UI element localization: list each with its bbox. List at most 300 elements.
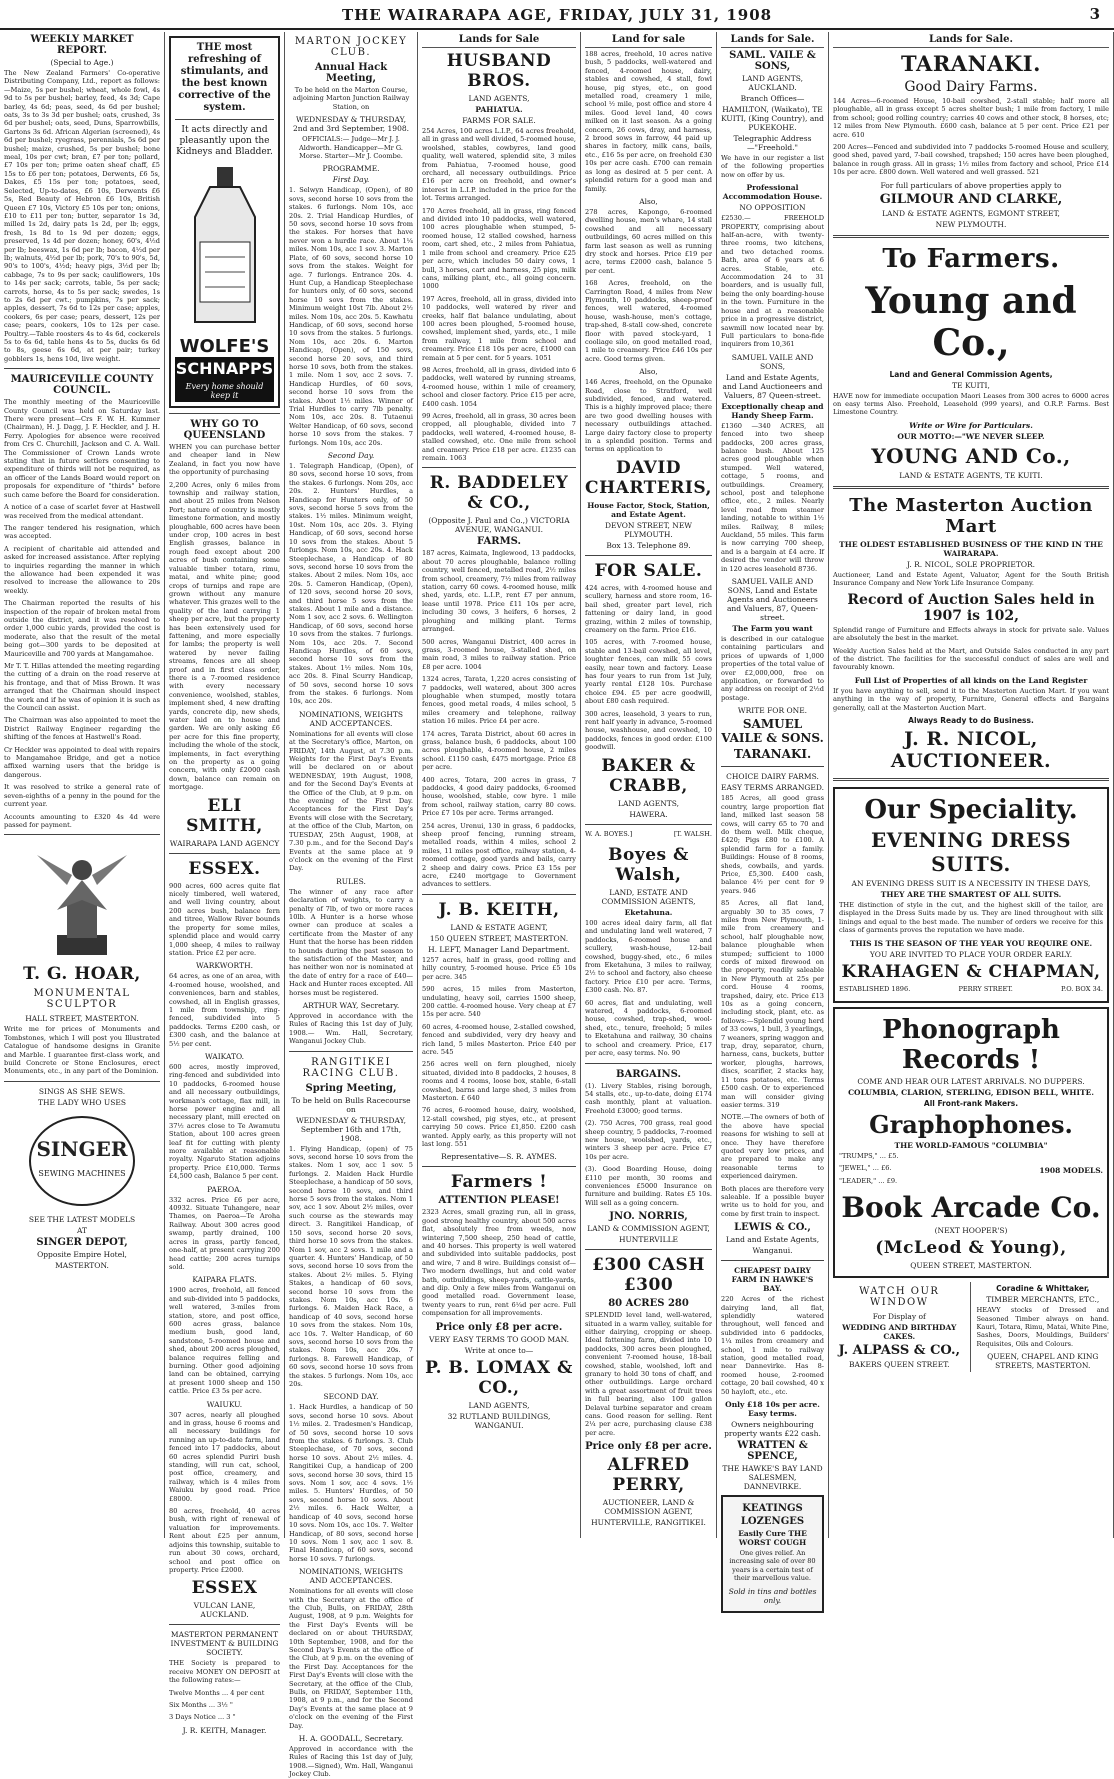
young-co-write: Write or Wire for Particulars. bbox=[909, 420, 1033, 430]
keatings-cure: Easily Cure THE WORST COUGH bbox=[738, 1529, 807, 1548]
listing: 105 acres, with 7-roomed house, stable and 13-bail cowshed, all level, loughter fences, can milk 55 cows easily, near town and factory. Lease has four years to run from 1st July, yearly rental £128 10s. Purchase choice £94. £5 per acre goodwill, about £80 cash required. bbox=[585, 638, 712, 706]
vaile-sub: LAND AGENTS, AUCKLAND. bbox=[741, 74, 804, 92]
young-co-title: Young and Co., bbox=[865, 279, 1077, 364]
listing: 168 Acres, freehold, on the Carrington Road, 4 miles from New Plymouth, 10 paddocks, sheep-proof fences, well watered, 4-roomed house, wash-house, men's cottage, trap-shed, 8-stall cow-shed, concrete floor with paved stock-yard, 1 cooliage silo, on good metalled road, 1 mile to creamery. Price £46 10s per acre. Good terms given. bbox=[585, 279, 712, 363]
council-para: Mr T. T. Hillas attended the meeting regarding the cutting of a drain on the road reserve at his frontage, and that of Miss Brown. It was arranged that the Chairman should inspect the work and if he was of opinion it is such as the Council can assist. bbox=[4, 662, 160, 713]
young-co2-sub: LAND & ESTATE AGENTS, TE KUITI. bbox=[899, 470, 1043, 480]
coradine-body: HEAVY stocks of Dressed and Seasoned Timber always on hand. Kauri, Totara, Rimu, Matai, White Pine, Sashes, Doors, Mouldings, Builders' Requisites, Oils and Colours. bbox=[976, 1306, 1109, 1348]
column-6 bbox=[717, 32, 829, 1605]
listing: 300 acres, leasehold, 3 years to run, rent half yearly in advance, 5-roomed house, washhouse, and cowshed, 10 paddocks, fences in good order. £100 goodwill. bbox=[585, 709, 712, 752]
young-co2-title: YOUNG AND Co., bbox=[871, 443, 1071, 468]
listing: (3). Good Boarding House, doing £110 per month, 30 rooms and conveniences £5000 Insurance on furniture and building. Rates £5 10s. Will sell as a going concern. bbox=[585, 1165, 712, 1207]
listing: 424 acres, with 4-roomed house and scullery, harness and store room, 16-bail shed, greater part level, rich fattening or dairy land, in good grazing, within 2 miles of township, creamery on the farm. Price £16. bbox=[585, 583, 712, 634]
qld-title: WHY GO TO QUEENSLAND bbox=[183, 419, 266, 441]
charteris-address: DEVON STREET, NEW PLYMOUTH. bbox=[604, 520, 693, 539]
listing: 85 Acres, all flat land, arguably 30 to 35 cows, 7 miles from New Plymouth, 1-mile from creamery and school, half ploughable now, balance ploughable when stumped; sufficient to 1000 cords of mixed firewood on the property, readily saleable in New Plymouth at 25s per cord. House 4 rooms, trapshed, dairy, etc. Price £13 10s as a going concern, including stock, plant, etc. as follows:—Splendid young herd of 33 cows, 1 bull, 3 yearlings, 7 weaners, spring waggon and trap, dray, separator, churn, harness, cans, buckets, butter worker, ploughs, harrows, discs, scarifier, 2 stacks hay, 11 tons potatoes, etc. Terms £500 cash. Or to experienced man will consider giving easier terms. 319 bbox=[721, 899, 824, 1109]
essex-place: KAIPARA FLATS. bbox=[192, 1275, 257, 1285]
auction-mart-weekly: Weekly Auction Sales held at the Mart, and Outside Sales conducted in any part of the district. The facilities for the successful conduct of sales are well and favourably known. bbox=[833, 646, 1109, 672]
market-report-body: The New Zealand Farmers' Co-operative Distributing Company, Ltd., report as follows:—Maize, 5s per bushel; wheat, whole fowl, 4s 9d to 5s per bushel; barley, feed, 4s 3d; Cape barley, 4s 6d; peas, seed, 4s 6d per bushel; oats, 3s to 3s 3d per bushel; oats, crushed, 3s 6d per bushel; oats, seed, Duns, Sparrowbills, Gartons 3s 6d. African Algerian (screened), 4s 6d per bushel; ryegrass, perennials, 5s 6d per bushel; maize, crushed, 5s per bushel; bone meal, 10s per cwt; bran, £7 per ton; pollard, £7 10s per ton; prime oaten sheaf chaff, £5 15s to £6 per ton; potatoes, Derwents, £6 5s, Dakes, £5 15s per ton; potatoes, seed, Selected, Up-to-dates, £6 10s, Derwents £6 5s, Red Beauty of Hebron £6 10s, British Queen £7 10s, Victory £5 10s per ton; onions, £10 to £11 per ton; butter, separator 1s 3d, milled 1s 2d, dairy pats 1s 2d, per lb; eggs, fresh, 1s 8d to 1s 9d per dozen; eggs, preserved, 1s 4d per dozen; honey, 60's, 4½d per lb; beeswax, 1s 6d per lb; bacon, 4½d per lb; walnuts, 4½d per lb; pork, 70's to 90's, 5d, 90's to 100's, 4½d; heavy pigs, 3½d per lb; cabbage, 7s to 9s per sack; cauliflowers, 10s to 14s per sack; carrots, table, 5s per sack; carrots, horse, 4s to 5s per sack; swedes, 1s to 2s 6d per cwt.; pumpkins, 7s per sack; apples, dessert, 7s 6d to 12s per case; apples, cookers, 6s per case; pears, dessert, 12s per case; pears, cookers, 10s to 12s per case. Poultry.—Table roosters 4s to 4s 6d, cockerels 5s to 6s 6d, table hens 4s to 5s, ducks 6s 6d to 8s, geese 6s 6d, at per pair; turkey gobblers 1s, hens 10d, live weight. bbox=[4, 69, 160, 363]
rangitikei-nom: NOMINATIONS, WEIGHTS AND ACCEPTANCES. bbox=[298, 1567, 404, 1586]
hb-cheapest-body: 220 Acres of the richest dairying land, all flat, splendidly watered throughout, well fenced and subdivided into 6 paddocks, 1¼ miles from creamery and school, 1 mile to railway station, good metalled road, near Dannevirke. Has 8-roomed house, 2-roomed cottage, 20 bail cowshed, 40 x 50 hayloft, etc., etc. bbox=[721, 1295, 824, 1396]
divider bbox=[585, 555, 712, 556]
divider bbox=[422, 1166, 576, 1167]
column-2 bbox=[165, 32, 285, 1735]
partner-name: [T. WALSH. bbox=[673, 829, 712, 838]
page-number: 3 bbox=[1089, 5, 1100, 23]
our-speciality: Our Speciality. bbox=[864, 794, 1078, 825]
boyes-walsh-sub: LAND, ESTATE AND COMMISSION AGENTS, bbox=[601, 888, 696, 906]
singer-depot: SINGER DEPOT, bbox=[36, 1236, 128, 1248]
wolfe-brand: WOLFE'S bbox=[179, 336, 270, 357]
husband-bros-sub: LAND AGENTS, bbox=[468, 94, 530, 103]
listing: 170 Acres freehold, all in grass, ring fenced and divided into 10 paddocks, well watered, 100 acres ploughable when stumped, 5-roomed house, 12 stalled cowshed, harness room, cart shed, etc., 2 miles from Pahiatua, 1 mile from school and creamery. Price £25 per acre, which includes 50 dairy cows, 1 bull, 3 horses, cart and harness, 25 pigs, milk cans, milking plant, etc., all going concern. 1000 bbox=[422, 206, 576, 291]
charteris-sub: House Factor, Stock, Station, and Estate Agent. bbox=[587, 500, 710, 519]
dress-suits-title: EVENING DRESS SUITS. bbox=[870, 827, 1072, 876]
essex-para: 600 acres, mostly improved, ring-fenced and subdivided into 10 paddocks, 6-roomed house and all necessary outbuildings, workman's cottage, flax mill, in horse power engine and all necessary plant, mill erected on 37½ acres close to Te Awamutu Station, about 100 acres green leaf fit for cutting with plenty more available at reasonable royalty. Ngaruto Station adjoins property. Price £10,000. Terms £4,500 cash, Balance 5 per cent. bbox=[169, 1062, 280, 1181]
marton-jc-note: Approved in accordance with the Rules of Racing this 1st day of July, 1908.— Wm. Hall, Secretary, Wanganui Jockey Club. bbox=[289, 1012, 413, 1046]
alpass-cakes: WEDDING AND BIRTHDAY CAKES. bbox=[842, 1323, 957, 1342]
rangitikei-second: SECOND DAY. bbox=[323, 1392, 379, 1402]
marton-jc-rules-body: The winner of any race after declaration of weights, to carry a penalty of 7lb, of two or more races 10lb. A Hunter is a horse whose owner can produce at scales a certificate from the Master of any Hunt that the horse has been ridden to hounds during the past season to the satisfaction of the Master, and has neither won nor is nominated at the date of entry for a race of £40—Hack and Hunter races excepted. All horses must be registered. bbox=[289, 887, 413, 997]
singer-addr2: MASTERTON. bbox=[55, 1260, 109, 1270]
coradine-sub: TIMBER MERCHANTS, ETC., bbox=[986, 1295, 1100, 1305]
dress-suits-body: THE distinction of style in the cut, and the highest skill of the tailor, are displayed in the Dress Suits made by us. They are lined throughout with silk linings and equal to the best made. The number of orders we receive for this class of garments proves the reputation we have made. bbox=[839, 900, 1103, 935]
essex-para: 332 acres. Price £6 per acre, 40932. Situate Tuhangere, near Thames, on Paeroa—Te Aroha Railway. About 300 acres good swamp, partly drained, 100 acres in grass, partly fenced, one-half, at present carrying 200 head cattle; 200 acres turnips sold. bbox=[169, 1195, 280, 1271]
divider bbox=[833, 235, 1109, 238]
wolfe-schnapps-ad bbox=[169, 36, 280, 408]
essex-place: WAIUKU. bbox=[206, 1399, 243, 1409]
dress-suits-sub2: THEY ARE THE SMARTEST OF ALL SUITS. bbox=[880, 889, 1062, 899]
essex-place: WAIKATO. bbox=[204, 1051, 245, 1061]
listing: 76 acres, 6-roomed house, dairy, woolshed, 12-stall cowshed, pig styes, etc., at present carrying 50 cows. Price £1,850. £200 cash wanted. Apply early, as this property will not last long. 551 bbox=[422, 1106, 576, 1148]
land-header: Land for sale bbox=[585, 34, 712, 48]
phonograph-sub: COME AND HEAR OUR LATEST ARRIVALS. NO DUPPERS. bbox=[857, 1076, 1085, 1086]
acres-price: Price only £8 per acre. bbox=[585, 1441, 712, 1453]
perm-rate: 3 Days Notice ... 3 " bbox=[169, 1713, 236, 1722]
vaile-exceptional: Exceptionally cheap and Handy Sheep Farm. bbox=[721, 401, 824, 420]
dress-suits-ad bbox=[833, 787, 1109, 1003]
acres-body: SPLENDID level land, well-watered, situated in a warm valley, suitable for either dairying, cropping or sheep. Ideal fattening farm, divided into 10 paddocks, 300 acres been ploughed, convenient 7-roomed house, 18-bail cowshed, stable, woolshed, loft and granary to hold 30 tons of chaff, and other outbuildings. Large orchard with a great assortment of fruit trees in full bearing, also 100 gallon Delaval turbine separator and cream cans. Good reason for selling. Rent 2¼ per acre, purchasing clause £38 per acre. bbox=[585, 1311, 712, 1437]
divider bbox=[585, 824, 712, 825]
keatings-ad bbox=[721, 1495, 824, 1613]
lands-header: Lands for Sale. bbox=[721, 34, 824, 48]
council-para: The ranger tendered his resignation, which was accepted. bbox=[4, 523, 160, 541]
listing: 98 Acres, freehold, all in grass, divided into 6 paddocks, well watered by running streams, 4-roomed house, within 1 mile of creamery, school and closer factory. Price £15 per acre, £400 cash. 1054 bbox=[422, 365, 576, 408]
columbia-model: "TRUMPS," ... £5. bbox=[839, 1151, 899, 1160]
bargains-title: BARGAINS. bbox=[616, 1068, 681, 1080]
marton-jc-nom-body: Nominations for all events will close at the Secretary's office, Marton, on FRIDAY, 14th August, at 7.30 p.m. Weights for the First Day's Events will be declared on or about WEDNESDAY, 19th August, 1908, and for the Second Day's Events at the Office of the Club, at 9 p.m. on the evening of the First Day. Acceptances for the First Day's Events will close with the Secretary, at the office of the Club, Marton, on TUESDAY, 25th August, 1908, at 7.30 p.m., and for the Second Day's Events at the same place at 9 o'clock on the evening of the First Day. bbox=[289, 729, 413, 873]
listing: 500 acres, Wanganui District, 400 acres in grass, 3-roomed house, 3-stalled shed, on main road, 3 miles to railway station. Price £8 per acre. 1004 bbox=[422, 637, 576, 671]
pb-lomax-address: 32 RUTLAND BUILDINGS, WANGANUI. bbox=[447, 1411, 551, 1430]
keatings-body: One gives relief. An increasing sale of over 80 years is a certain test of their marvellous value. bbox=[729, 1549, 816, 1583]
note: Both places are therefore very saleable. If a possible buyer write us to hold for you, and come by first train to inspect. bbox=[721, 1184, 824, 1218]
rangitikei-note: Approved in accordance with the Rules of Racing this 1st day of July, 1908.—Signed), Wm. Hall, Wanganui Jockey Club. bbox=[289, 1745, 413, 1779]
column-1 bbox=[0, 32, 165, 1538]
essex-para: 80 acres, freehold, 40 acres bush, with right of renewal of valuation for improvements. Rent about £25 per annum, adjoins this township, suitable to run about 30 cows, orchard, school and post office on property. Price £2000. bbox=[169, 1507, 280, 1574]
graphophones: Graphophones. bbox=[869, 1109, 1073, 1139]
hoar-body: Write me for prices of Monuments and Tombstones, which I will post you Illustrated Catalogue of handsome designs in Granite and Marble. I guarantee first-class work, and build Concrete or Stone Enclosures, erect Monuments, etc., in any part of the Dominion. bbox=[4, 1025, 160, 1076]
council-para: The Chairman was also appointed to meet the District Railway Engineer regarding the shifting of the fences at Hastwell's Road. bbox=[4, 716, 160, 742]
rangitikei-intro: To be held on Bulls Racecourse on bbox=[291, 1095, 411, 1114]
wolfe-brand2: SCHNAPPS bbox=[175, 359, 274, 378]
taranaki-title: TARANAKI. bbox=[901, 51, 1041, 76]
marton-jc-rules: RULES. bbox=[336, 876, 366, 886]
marton-jc-first-day: First Day. bbox=[332, 175, 370, 185]
columbia-model: "JEWEL," ... £6. bbox=[839, 1164, 892, 1173]
council-para: Cr Heckler was appointed to deal with repairs to Mangamahoe Bridge, and get a notice affixed warning users that the bridge is dangerous. bbox=[4, 745, 160, 779]
vaile-title: SAML. VAILE & SONS, bbox=[729, 50, 816, 72]
council-para: A notice of a case of scarlet fever at Hastwell was received from the medical attendant. bbox=[4, 503, 160, 520]
baker-crabb-title: BAKER & CRABB, bbox=[601, 755, 696, 796]
listing: 185 Acres, all good grass country, large proportion flat land, milked last season 58 cows, will carry 65 to 70 and do them well. Milk cheque, £420; Pigs £80 to £100. A splendid farm for a family. Buildings: House of 8 rooms, sheds, cowbails, and yards. Price, £5,300. £400 cash, balance 4½ per cent for 9 years. 946 bbox=[721, 794, 824, 895]
farmers-write: Write at once to— bbox=[464, 1345, 534, 1355]
cash-headline: £300 CASH £300 bbox=[592, 1255, 705, 1296]
krahagen-street: PERRY STREET. bbox=[958, 984, 1013, 993]
choice-dairy: CHOICE DAIRY FARMS. bbox=[726, 772, 819, 782]
wolfe-sub: It acts directly and pleasantly upon the Kidneys and Bladder. bbox=[176, 125, 273, 157]
young-co-place: TE KUITI, bbox=[952, 380, 990, 390]
listing: 60 acres, 4-roomed house, 2-stalled cowshed, fenced and subdivided, very dry heavy and rich land, 5 miles Masterton. Price £40 per acre. 545 bbox=[422, 1022, 576, 1056]
listing: 146 Acres, freehold, on the Opunake Road, close to Stratford, well subdivided, fenced, and watered. This is a highly improved place; there are two good dwelling houses with necessary outbuildings attached. Large dairy factory close to property in a splendid position. Terms and terms on application to bbox=[585, 378, 712, 454]
columbia-model-list bbox=[839, 1152, 899, 1189]
to-farmers: To Farmers. bbox=[882, 243, 1060, 274]
auction-mart-always: Always Ready to do Business. bbox=[908, 715, 1034, 725]
vaile-catalogue: is described in our catalogue containing particulars and prices of upwards of 1,000 properties of the total value of over £2,000,000, free on application, or forwarded to any address on receipt of 2½d postage. bbox=[721, 635, 824, 702]
alpass-title: WATCH OUR WINDOW bbox=[859, 1286, 940, 1309]
partner-name: W. A. BOYES.] bbox=[585, 829, 633, 838]
lands-header: Lands for Sale. bbox=[833, 34, 1109, 48]
rangitikei-body2: 1. Hack Hurdles, a handicap of 50 sovs, second horse 10 sovs. About 1½ miles. 2. Tradesmen's Handicap, of 50 sovs, second horse 10 sovs from the stakes. 6 furlongs. 3. Club Steeplechase, of 70 sovs, second horse 10 sovs. About 2½ miles. 4. Rangitikei Cup, a handicap of 200 sovs, second horse 30 sovs, third 15 sovs. Nom 1 sov, acc 4 sovs. 1½ miles. 5. Hunters' Hurdles, of 50 sovs, second horse 10 sovs. About 2½ miles. 6. Hack Welter, a handicap of 40 sovs, second horse 10 sovs. Nom 10s, acc 10s. 7. Welter Handicap, of 80 sovs, second horse 10 sovs. Nom 1 sov, acc 1 sov. 8. Final Handicap, of 60 sovs, second horse 10 sovs. 7 furlongs. bbox=[289, 1403, 413, 1563]
alpass-ad bbox=[833, 1282, 971, 1372]
council-title: MAURICEVILLE COUNTY COUNCIL. bbox=[10, 374, 154, 397]
qld-body: WHEN you can purchase better and cheaper land in New Zealand, in fact you now have the opportunity of purchasing bbox=[169, 443, 280, 477]
columbia-model: "LEADER," ... £9. bbox=[839, 1176, 898, 1185]
farmers-attention: ATTENTION PLEASE! bbox=[438, 1195, 560, 1207]
rangitikei-nom-body: Nominations for all events will close with the Secretary at the office of the Club, Bulls, on FRIDAY, 28th August, 1908, at 9 p.m. Weights for the First Day's Events will be declared on or about THURSDAY, 10th September, 1908, and for the Second Day's Events at the office of the Club, at 9 p.m. on the evening of the First Day. Acceptances for the First Day's Events will close with the Secretary, at the office of the Club, Bulls, on FRIDAY, September 11th, 1908, at 9 p.m., and for the Second Day's Events at the same place at 9 o'clock on the evening of the First Day. bbox=[289, 1587, 413, 1730]
auction-mart-sub: THE OLDEST ESTABLISHED BUSINESS OF THE KIND IN THE WAIRARAPA. bbox=[839, 539, 1103, 558]
lewis-place: Wanganui. bbox=[752, 1246, 793, 1256]
farmers-price: Price only £8 per acre. bbox=[435, 1321, 563, 1333]
gilmour-place: NEW PLYMOUTH. bbox=[935, 219, 1007, 229]
council-para: Accounts amounting to £320 4s 4d were passed for payment. bbox=[4, 812, 160, 829]
divider bbox=[289, 1051, 413, 1052]
listing: 174 acres, Tarata District, about 60 acres in grass, balance bush, 6 paddocks, about 100 acres ploughable, 4-roomed house, 2 miles school. £1150 cash, £475 mortgage. Price £8 per acre. bbox=[422, 729, 576, 772]
rangitikei-meeting: Spring Meeting, bbox=[305, 1082, 397, 1094]
perm-manager: J. R. KEITH, Manager. bbox=[182, 1725, 267, 1735]
jb-keith-address: 150 QUEEN STREET, MASTERTON. bbox=[429, 933, 569, 943]
listing: 187 acres, Kaimata, Inglewood, 13 paddocks, about 70 acres ploughable, balance rolling country, well fenced, metalled road, 2½ miles from school, creamery, 7½ miles from railway station, carry 60 cows. 4-roomed house, milk shed, yards, etc. L.I.P., rent £7 per annum, lease until 1978. Price £11 10s per acre, including 30 cows, 3 heifers, 6 horses, 2 ploughing and milking plant. Terms arranged. bbox=[422, 549, 576, 634]
rangitikei-secretary: H. A. GOODALL, Secretary. bbox=[298, 1734, 404, 1744]
krahagen-est: ESTABLISHED 1896. bbox=[839, 984, 911, 993]
wratten-title: WRATTEN & SPENCE, bbox=[737, 1440, 808, 1463]
essex-place: PAEROA. bbox=[207, 1184, 242, 1194]
hb-cheapest-price: Only £18 10s per acre. Easy terms. bbox=[725, 1400, 820, 1419]
easy-terms: EASY TERMS ARRANGED. bbox=[721, 783, 824, 793]
perry-title: ALFRED PERRY, bbox=[607, 1455, 690, 1496]
farmers-terms: VERY EASY TERMS TO GOOD MAN. bbox=[428, 1334, 570, 1344]
divider bbox=[4, 1081, 160, 1082]
perry-place: HUNTERVILLE, RANGITIKEI. bbox=[591, 1518, 706, 1528]
coradine-address: QUEEN, CHAPEL AND KING STREETS, MASTERTON. bbox=[987, 1352, 1099, 1371]
council-para: A recipient of charitable aid attended and asked for increased assistance. After replying to inquiries regarding the manner in which the allowance had been expended it was resolved to increase the allowance to 20s weekly. bbox=[4, 544, 160, 595]
divider bbox=[169, 413, 280, 414]
vaile2-title: SAMUEL VAILE & SONS. bbox=[721, 717, 824, 746]
listing: 197 Acres, freehold, all in grass, divided into 10 paddocks, well watered by river and creeks, half flat balance undulating, about 100 acres been ploughed, 5-roomed house, cowshed, implement shed, yards, etc., 1 mile from railway, 1 mile from school and creamery. Price £18 10s per acre, £1000 can remain at 5 per cent. for 5 years. 1051 bbox=[422, 294, 576, 362]
bottom-ads bbox=[833, 1282, 1109, 1372]
listing: 144 Acres—6-roomed House, 10-bail cowshed, 2-stall stable; half more all ploughable, all in grass except 5 acres shelter bush; 1 mile from factory, 1 mile from school; good rolling country; carries 40 cows and other stock, 8 horses, etc; 12 miles from New Plymouth. £600 cash, balance at 5 per cent. Price £21 per acre. 610 bbox=[833, 97, 1109, 139]
keatings-brand: KEATINGS bbox=[742, 1503, 803, 1515]
listing: 256 acres well on fern ploughed, nicely situated, divided into 8 paddocks, 2 houses, 8 rooms and 4 rooms, loose box, stable, 6-stall cowshed, barns and large shed, 3 miles from Masterton. £ 640 bbox=[422, 1060, 576, 1102]
alpass-trade: BAKERS QUEEN STREET. bbox=[848, 1360, 950, 1370]
also-label: Also, bbox=[639, 367, 658, 377]
marton-jc-secretary: ARTHUR WAY, Secretary. bbox=[302, 1001, 400, 1010]
jb-keith-manager: H. LEFT, Manager Land Department. bbox=[428, 944, 570, 954]
keatings-brand2: LOZENGES bbox=[740, 1516, 805, 1528]
vaile-accommodation: Professional Accommodation House. bbox=[722, 183, 823, 202]
council-para: The monthly meeting of the Mauriceville County Council was held on Saturday last. There were present—Crs F. W. H. Kummer (Chairman), H. J. Dagg, J. F. Heckler, and J. H. Ferry. Apologies for absence were received from Crs C. Churchill, Jackson and C. A. Wall. The Commissioner of Crown Lands wrote stating that in future settlers consenting to expenditure of thirds will not be required, as an officer of the Lands Board would report on proposals for expenditure of "thirds" before such came before the Board for consideration. bbox=[4, 398, 160, 499]
vaile-branch2: HAMILTON, (Waikato), TE KUITI, (King Country), and PUKEKOHE. bbox=[721, 105, 824, 132]
divider bbox=[4, 834, 160, 835]
listing: 100 acres ideal dairy farm, all flat and undulating land well watered, 7 paddocks, 6-roomed house and scullery, wash-house, 12-bail cowshed, buggy-shed, etc., 6 miles from Eketahuna, 3 miles to railway, 2½ to school and factory, also cheese factory. Price £10 per acre. Terms, £300 cash. No. 87. bbox=[585, 919, 712, 995]
charteris-title: DAVID CHARTERIS, bbox=[585, 457, 712, 498]
divider bbox=[585, 1063, 712, 1064]
boyes-walsh-partners bbox=[585, 830, 712, 842]
divider bbox=[169, 853, 280, 854]
listing: 590 acres, 15 miles from Masterton, undulating, heavy soil, carries 1500 sheep, 200 cattle. 4-roomed house. Very cheap at £7 15s per acre. 540 bbox=[422, 985, 576, 1019]
vaile-branch: Branch Offices— bbox=[740, 94, 805, 103]
essex-para: 64 acres, as one of an area, with 4-roomed house, woolshed, and conveniences, barn and stables, cowshed, all in English grasses, 1 mile from township, ring-fenced, subdivided into 5 paddocks. Terms £200 cash, or £300 cash, and the balance at 5½ per cent. bbox=[169, 972, 280, 1048]
lands-header: Lands for Sale bbox=[422, 34, 576, 48]
essex2-sub: VULCAN LANE, AUCKLAND. bbox=[193, 1601, 256, 1620]
coradine-title: Coradine & Whittaker, bbox=[996, 1284, 1090, 1294]
rangitikei-body: 1. Flying Handicap, (open) of 75 sovs, second horse 10 sovs from the stakes. Nom 1 sov, acc 1 sov. 5 furlongs. 2. Maiden Hack Hurdle Steeplechase, a handicap of 50 sovs, second horse 10 sovs, and third horse 5 sovs from the stakes. Nom 1 sov, acc 1 sov. About 2½ miles, over such course as the stewards may direct. 3. Rangitikei Handicap, of 150 sovs, second horse 20 sovs, third horse 10 sovs from the stakes. Nom 1 sov, acc 2 sovs. 1 mile and a quarter. 4. Hunters' Handicap, of 50 sovs, second horse 10 sovs from the stakes. About 2½ miles. 5. Flying Stakes, a handicap of 60 sovs, second horse 10 sovs from the stakes. Nom 10s, acc 10s. 6 furlongs. 6. Maiden Hack Race, a handicap of 40 sovs, second horse 10 sovs from the stakes. Nom 10s, acc 10s. 7. Welter Handicap, of 60 sovs, second horse 10 sovs from the stakes. Nom 10s, acc 20s. 7 furlongs. 8. Farewell Handicap, of 60 sovs, second horse 10 sovs from the stakes. 5 furlongs. Nom 10s, acc 20s. bbox=[289, 1144, 413, 1388]
essex-para: 900 acres, 600 acres quite flat nicely timbered, well watered, and well living country, about 200 acres bush, balance fern and titree, Wallow River bounds the property for some miles, splendid place and would carry 1,000 sheep, 4 miles to railway station. Price £2 per acre. bbox=[169, 881, 280, 957]
dress-suits-invite: YOU ARE INVITED TO PLACE YOUR ORDER EARLY. bbox=[869, 949, 1073, 959]
listing: 1324 acres, Tarata, 1,220 acres consisting of 7 paddocks, well watered, about 300 acres ploughable when stumped, mostly totara fences, good metal roads, 4 miles school, 5 miles creamery and telephone, railway station 16 miles. Price £4 per acre. bbox=[422, 675, 576, 726]
auction-mart-full: Full List of Properties of all kinds on the Land Register bbox=[854, 675, 1088, 685]
singer-cta: SEE THE LATEST MODELS bbox=[28, 1214, 136, 1224]
listing: 99 Acres, freehold, all in grass, 30 acres been cropped, all ploughable, divided into 7 paddocks, well watered, 4-roomed house, 8-stalled cowshed, etc. One mile from school and creamery. Price £18 per acre. £1235 can remain. 1063 bbox=[422, 412, 576, 463]
marton-jc-nom-title: NOMINATIONS, WEIGHTS AND ACCEPTANCES. bbox=[298, 709, 404, 728]
essex-para: 1900 acres, freehold, all fenced and sub-divided into 5 paddocks, well watered, 3-miles from station, store, and post office, 600 acres grass, balance medium bush, good land, sandstone, 5-roomed house and shed, about 200 acres ploughed, balance requires felling and burning. Other good adjoining land can be obtained, carrying at present 1000 sheep and 150 cattle. Price £3 5s per acre. bbox=[169, 1286, 280, 1396]
auction-mart-body: Auctioneer, Land and Estate Agent, Valuator, Agent for the South British Insurance Company and New York Life Insurance Company. bbox=[833, 570, 1109, 588]
vaile-telegraph: Telegraphic Address—"Freehold." bbox=[733, 134, 812, 152]
vaile-farm-you-want: The Farm you want bbox=[732, 624, 813, 634]
divider bbox=[175, 119, 274, 120]
phonograph-makers: All Front-rank Makers. bbox=[923, 1098, 1019, 1108]
vaile-no-opposition: NO OPPOSITION bbox=[739, 203, 806, 213]
vaile-body: We have in our register a list of the following properties now on offer by us. bbox=[721, 154, 824, 179]
council-para: The Chairman reported the results of his inspection of the repair of broken metal from outside the district, and it was resolved to order 1,000 cubic yards, provided the cost is moderate, also that the result of the metal being got—300 yards to be deposited at Mauriceville and 700 yards at Mangamahoe. bbox=[4, 599, 160, 658]
wratten-sub: THE HAWKE'S BAY LAND SALESMEN, DANNEVIRKE. bbox=[722, 1464, 823, 1492]
farmers-body: 2323 Acres, small grazing run, all in grass, good strong healthy country, about 500 acres flat, absolutely free from weeds, now wintering 7,500 sheep, 250 head of cattle, and 40 horses. This property is well watered and subdivided into suitable paddocks, post and wire, 7 and 8 wire. Buildings consist of—Two modern dwellings, hut and cold water bath, outbuildings, sheep-yards, cattle-yards, and dip. Only a few miles from Wanganui on good metalled road. Government lease, twenty years to run, rent 6¼d per acre. Full compensation for all improvements. bbox=[422, 1208, 576, 1318]
listing: (1). Livery Stables, rising borough, 54 stalls, etc., up-to-date, doing £174 cash monthly, plant at valuation. Freehold £3000; good terms. bbox=[585, 1081, 712, 1115]
singer-logo-sub: SEWING MACHINES bbox=[38, 1168, 126, 1178]
auction-mart-sig: J. R. NICOL, AUCTIONEER. bbox=[890, 727, 1052, 772]
note: NOTE.—The owners of both of the above have special reasons for wishing to sell at once. They have therefore quoted very low prices, and are prepared to make any reasonable terms to experienced dairymen. bbox=[721, 1113, 824, 1181]
jb-keith-title: J. B. KEITH, bbox=[438, 899, 560, 920]
phonograph-ad bbox=[833, 1007, 1109, 1278]
acres-headline: 80 ACRES 280 bbox=[608, 1298, 689, 1310]
divider bbox=[721, 766, 824, 767]
essex2-title: ESSEX bbox=[191, 1578, 258, 1599]
coradine-ad bbox=[977, 1282, 1110, 1372]
rangitikei-title: RANGITIKEI RACING CLUB. bbox=[302, 1056, 400, 1079]
book-arcade-owners: (McLeod & Young), bbox=[875, 1238, 1067, 1259]
singer-addr1: Opposite Empire Hotel, bbox=[37, 1249, 127, 1259]
auction-mart-if: If you have anything to sell, send it to the Masterton Auction Mart. If you want anything in the way of property, Furniture, General effects and Bargains generally, call at the Masterton Auction Mart. bbox=[833, 686, 1109, 712]
singer-top: SINGS AS SHE SEWS. bbox=[38, 1086, 126, 1096]
essex-place: WARKWORTH. bbox=[195, 961, 254, 971]
column-4 bbox=[418, 32, 581, 1538]
vaile-sig2: Land and Estate Agents, and Land Auctioneers and Valuers, 87 Queen-street. bbox=[722, 372, 823, 400]
essex-para: 307 acres, nearly all ploughed and in grass, house 6 rooms and all necessary buildings for running an up-to-date farm, land fenced into 17 paddocks, about 60 acres splendid Puriri bush standing, will run cat, school, post office, creamery, and railway, which is 4 miles from Waiuku by good road. Price £8000. bbox=[169, 1410, 280, 1503]
wolfe-headline: THE most refreshing of stimulants, and the best known corrective of the system. bbox=[178, 42, 271, 113]
perm-rate: Six Months ... 3½ " bbox=[169, 1700, 233, 1709]
auction-mart-prop: J. R. NICOL, SOLE PROPRIETOR. bbox=[906, 559, 1036, 569]
auction-mart-record: Record of Auction Sales held in 1907 is 102, bbox=[847, 591, 1095, 624]
schnapps-bottle-illustration bbox=[175, 162, 275, 332]
vaile-sig: SAMUEL VAILE AND SONS, bbox=[731, 352, 814, 371]
divider bbox=[833, 778, 1109, 781]
perry-sub: AUCTIONEER, LAND & COMMISSION AGENT, bbox=[602, 1498, 695, 1517]
book-arcade-title: Book Arcade Co. bbox=[841, 1191, 1101, 1225]
wolfe-tag: Every home should keep it bbox=[175, 380, 274, 402]
phonograph-brands: COLUMBIA, CLARION, STERLING, EDISON BELL, WHITE. bbox=[848, 1087, 1094, 1097]
perm-body: THE Society is prepared to receive MONEY ON DEPOSIT at the following rates:— bbox=[169, 1659, 280, 1685]
rangitikei-date: WEDNESDAY & THURSDAY, September 16th and 17th, 1908. bbox=[295, 1115, 407, 1143]
marton-jc-intro: To be held on the Marton Course, adjoining Marton Junction Railway Station, on bbox=[292, 86, 410, 111]
listing: 254 acres, Urenui, 130 in grass, 6 paddocks, sheep proof fencing, running stream, metalled roads, within 4 miles, school 2 miles, 11 miles post office, railway station, 4-roomed cottage, good yards and bails, carry 2 sheep and dairy cows. Price £3 15s per acre, £240 mortgage to Government advances to settlers. bbox=[422, 821, 576, 889]
columbia-year: 1908 MODELS. bbox=[1039, 1166, 1103, 1176]
baker-crabb-sub: LAND AGENTS, bbox=[617, 798, 680, 808]
krahagen-title: KRAHAGEN & CHAPMAN, bbox=[841, 961, 1101, 982]
perm-title: MASTERTON PERMANENT INVESTMENT & BUILDING SOCIETY. bbox=[170, 1630, 279, 1658]
marton-jc-officials: OFFICIALS:— Judge—Mr J. J. Aldworth. Handicapper—Mr G. Morse. Starter—Mr J. Coombe. bbox=[298, 135, 404, 161]
dress-suits-season: THIS IS THE SEASON OF THE YEAR YOU REQUIRE ONE. bbox=[849, 938, 1093, 948]
listing: (2). 750 Acres, 700 grass, real good sheep country, 5 paddocks, 7-roomed new house, woolshed, yards, etc., winters 3 sheep per acre. Price £7 10s per acre. bbox=[585, 1119, 712, 1161]
husband-bros-place: PAHIATUA. bbox=[475, 105, 523, 114]
baddeley-farms: FARMS. bbox=[477, 536, 521, 548]
norris-place: HUNTERVILLE bbox=[618, 1235, 679, 1245]
vaile-sig3: SAMUEL VAILE AND SONS, Land and Estate Agents and Auctioneers and Valuers, 87, Queen-street. bbox=[726, 577, 819, 623]
husband-bros-farms: FARMS FOR SALE. bbox=[462, 116, 536, 125]
marton-jc-events2: 1. Telegraph Handicap, (Open), of 80 sovs, second horse 10 sovs, from the stakes. 6 furlongs. Nom 20s, acc 20s. 2. Hunters' Hurdles, a Handicap for Hunters only, of 50 sovs, second horse 5 sovs from the stakes. 1½ miles. Minimum weight, 10st. Nom 10s, acc 20s. 3. Flying Handicap, of 60 sovs, second horse 10 sovs from the stakes. About 5 furlongs. Nom 10s, acc 20s. 4. Hack Steeplechase, a Handicap of 80 sovs, second horse 10 sovs from the stakes. About 2 miles. Nom 10s, acc 20s. 5. Cameron Handicap, (Open), of 120 sovs, second horse 20 sovs, and third horse 5 sovs from the stakes. About 1 mile and a distance. Nom 1 sov, acc 2 sovs. 6. Wellington Handicap, of 60 sovs, second horse 10 sovs from the stakes. 7 furlongs. Nom 10s, acc 20s. 7. Second Handicap Hurdles, of 60 sovs, second horse 10 sovs from the stakes. About 1½ miles. Nom 10s, acc 20s. 8. Final Scurry Handicap, of 50 sovs, second horse 10 sovs from the stakes. 6 furlongs. Nom 10s, acc 20s. bbox=[289, 462, 413, 706]
listing: 60 acres, flat and undulating, well watered, 4 paddocks, 6-roomed house, cowshed, trap-shed, wool-shed, etc., tenure, freehold; 5 miles to Eketahuna and railway, 30 chains to school and creamery. Price, £17 per acre, easy terms. No. 90 bbox=[585, 998, 712, 1058]
singer-logo-illustration bbox=[22, 1111, 142, 1211]
listing: 200 Acres—Fenced and subdivided into 7 paddocks 5-roomed House and scullery, good shed, paved yard, 7-bail cowshed, trapshed; 150 acres have been ploughed, balance in rough grass. All in grass; 1½ miles from factory and school, Price £14 10s per acre. £800 down. Well watered and well grassed. 521 bbox=[833, 143, 1109, 177]
divider bbox=[4, 368, 160, 369]
hoar-name: T. G. HOAR, bbox=[23, 964, 141, 985]
book-arcade-next: (NEXT HOOPER'S) bbox=[934, 1226, 1008, 1236]
charteris-box: Box 13. Telephone 89. bbox=[606, 540, 691, 550]
marton-jc-events1: 1. Selwyn Handicap, (Open), of 80 sovs, second horse 10 sovs from the stakes. 6 furlongs. Nom 10s, acc 20s. 2. Trial Handicap Hurdles, of 50 sovs, second horse 10 sovs from the stakes. For horses that have never won a hurdle race. About 1¼ miles. Nom 10s, acc 1 sov. 3. Marton Plate, of 60 sovs, second horse 10 sovs from the stakes. Weight for age. 7 furlongs. Entrance 20s. 4. Hunt Cup, a Handicap Steeplechase for hunters only, of 60 sovs, second horse 10 sovs from the stakes. Minimum weight 10st 7lb. About 2½ miles. Nom 10s, acc 20s. 5. Kawhatu Handicap, of 60 sovs, second horse 10 sovs from the stakes. 5 furlongs. Nom 10s, acc 20s. 6. Marton Handicap, (Open), of 150 sovs, second horse 20 sovs, and third horse 10 sovs, both from the stakes. 1 mile. Nom 1 sov, acc 2 sovs. 7. Handicap Hurdles, of 60 sovs, second horse 10 sovs from the stakes. About 1½ miles. Winner of Trial Hurdles to carry 7lb penalty. Nom 10s, acc 20s. 8. Tutaenui Welter Handicap, of 60 sovs, second horse 10 sovs from the stakes. 7 furlongs. Nom 10s, acc 20s. bbox=[289, 186, 413, 447]
alpass-for: For Display of bbox=[872, 1312, 926, 1322]
gilmour-sub: LAND & ESTATE AGENTS, EGMONT STREET, bbox=[882, 208, 1060, 218]
young-co-body: HAVE now for immediate occupation Maori Leases from 300 acres to 6000 acres on easy terms Also. Freehold, Leasehold (999 years), and O.R.P. Farms. Best Limestone Country. bbox=[833, 391, 1109, 417]
divider bbox=[169, 1624, 280, 1625]
listing: 278 acres, Kapongo, 6-roomed dwelling house, men's whare, 14 stall cowshed and all necessary outbuildings, 60 acres milled on this farm last season as well as running dry stock and horses. Price £19 per acre, terms £2000 cash, balance 5 per cent. bbox=[585, 207, 712, 275]
norris-title: JNO. NORRIS, bbox=[609, 1211, 688, 1223]
marton-jc-meeting: Annual Hack Meeting, bbox=[314, 62, 388, 84]
essex-title: ESSEX. bbox=[188, 858, 261, 879]
krahagen-box: P.O. BOX 34. bbox=[1061, 984, 1103, 993]
pb-lomax-title: P. B. LOMAX & CO., bbox=[425, 1357, 573, 1398]
alpass-name: J. ALPASS & CO., bbox=[838, 1343, 961, 1359]
marton-jc-second-day: Second Day. bbox=[327, 451, 375, 461]
listing: 1257 acres, half in grass, good rolling and hilly country, 5-roomed house. Price £5 10s per acre. 345 bbox=[422, 955, 576, 981]
jb-keith-rep: Representative—S. R. AYMES. bbox=[441, 1152, 557, 1162]
divider bbox=[721, 1260, 824, 1261]
hb-cheapest-title: CHEAPEST DAIRY FARM IN HAWKE'S BAY. bbox=[731, 1266, 814, 1294]
column-3 bbox=[285, 32, 418, 1779]
marton-jc-programme: PROGRAMME. bbox=[322, 164, 380, 174]
column-5 bbox=[581, 32, 717, 1538]
marton-jc-title: MARTON JOCKEY CLUB. bbox=[294, 36, 408, 58]
divider bbox=[422, 467, 576, 468]
marton-jc-date: WEDNESDAY & THURSDAY, 2nd and 3rd September, 1908. bbox=[293, 115, 409, 134]
hb-owner: Owners neighbouring property wants £22 cash. bbox=[724, 1420, 821, 1439]
baddeley-sub: (Opposite J. Paul and Co.,) VICTORIA AVENUE, WANGANUI. bbox=[428, 516, 570, 535]
singer-logo-text: SINGER bbox=[36, 1136, 128, 1161]
listing: 400 acres, Totara, 200 acres in grass, 7 paddocks, 4 good dairy paddocks, 6-roomed house, woolshed, stable, cow byre. 1 mile from school, railway station, carry 80 cows. Price £7 10s per acre. Terms arranged. bbox=[422, 775, 576, 818]
farmers-title: Farmers ! bbox=[450, 1172, 548, 1193]
singer-at: AT bbox=[76, 1225, 87, 1235]
listing: 254 Acres, 100 acres L.I.P., 64 acres freehold, all in grass and well divided, 5-roomed house, woolshed, stables, cowbyres, land good quality, well watered, splendid site, 3 miles from Pahiatua, 7-roomed house, good orchard, all necessary outbuildings. Price £16 per acre on freehold, and owner's interest in L.I.P. included in the price for the lot. Terms arranged. bbox=[422, 127, 576, 203]
jb-keith-sub: LAND & ESTATE AGENT, bbox=[450, 922, 548, 932]
newspaper-title: THE WAIRARAPA AGE, FRIDAY, JULY 31, 1908 bbox=[341, 6, 773, 24]
perm-rate: Twelve Months ... 4 per cent bbox=[169, 1688, 265, 1697]
auction-mart-title: The Masterton Auction Mart bbox=[849, 494, 1093, 537]
eli-sub: WAIRARAPA LAND AGENCY bbox=[169, 838, 280, 848]
for-sale-title: FOR SALE. bbox=[594, 560, 703, 581]
krahagen-details bbox=[839, 985, 1103, 997]
lewis-title: LEWIS & CO., bbox=[734, 1222, 811, 1234]
hoar-address: HALL STREET, MASTERTON. bbox=[25, 1014, 139, 1024]
market-report-sub: (Special to Age.) bbox=[50, 58, 114, 67]
angel-monument-illustration bbox=[27, 840, 137, 960]
keatings-tins: Sold in tins and bottles only. bbox=[728, 1586, 817, 1605]
gilmour-title: GILMOUR AND CLARKE, bbox=[879, 191, 1063, 207]
boyes-walsh-title: Boyes & Walsh, bbox=[608, 845, 689, 885]
pb-lomax-sub: LAND AGENTS, bbox=[468, 1400, 530, 1410]
listing: £2530.— FREEHOLD PROPERTY, comprising about half-an-acre, with twenty-three rooms, two kitchens, and two detached rooms. Bath, area of 6 years at 6 acres. Stable, etc. Accommodation 24 to 31 boarders, and is usually full, being the only boarding-house in the town. Furniture in the house and at a reasonable price in a progressive district, sawmill now located near by. Full particulars to bona-fide inquirers from 10,361 bbox=[721, 214, 824, 349]
husband-bros-title: HUSBAND BROS. bbox=[446, 51, 552, 91]
masthead bbox=[0, 0, 1114, 30]
columbia-title: THE WORLD-FAMOUS "COLUMBIA" bbox=[894, 1140, 1048, 1150]
young-co-sub: Land and General Commission Agents, bbox=[889, 369, 1053, 379]
vaile2-place: TARANAKI. bbox=[733, 747, 812, 762]
columbia-models bbox=[839, 1152, 1103, 1189]
dress-suits-sub: AN EVENING DRESS SUIT IS A NECESSITY IN THESE DAYS, bbox=[851, 878, 1091, 888]
vaile-write: WRITE FOR ONE. bbox=[737, 706, 808, 716]
also-label: Also, bbox=[639, 196, 658, 206]
baddeley-title: R. BADDELEY & CO., bbox=[429, 473, 569, 514]
market-report-title: WEEKLY MARKET REPORT. bbox=[30, 34, 134, 56]
council-para: It was resolved to strike a general rate of seven-eighths of a penny in the pound for the current year. bbox=[4, 783, 160, 809]
auction-mart-rec2: Splendid range of Furniture and Effects always in stock for private sale. Values are absolutely the best in the market. bbox=[833, 625, 1109, 643]
book-arcade-address: QUEEN STREET, MASTERTON. bbox=[910, 1261, 1032, 1271]
listing: £1360 —340 ACRES, all fenced into two sheep paddocks, 200 acres grass, balance bush. About 125 acres good ploughable when stumped. Well watered, cottage, 5 rooms, and outbuildings. Creamery, school, post and telephone office, etc., 2 miles. Nearly level road from steamer landing, notable to within 1½ miles. Railway, 8 miles; Auckland, 55 miles. This farm is now carrying 700 sheep, and is a bargain at £4 acre. If desired the vendor will throw in 120 acres leasehold 8736. bbox=[721, 421, 824, 573]
phonograph-title: Phonograph Records ! bbox=[882, 1014, 1060, 1075]
divider bbox=[422, 894, 576, 895]
qld-body2: 2,200 Acres, only 6 miles from township and railway station, and about 25 miles from Nelson Port; nature of country is mostly limestone formation, and mostly ploughable, 600 acres have been under crop, 100 acres in best English grasses, balance in rough feed except about 200 acres of bush containing some valuable timber totara, rimu, matai, and white pine; good crops of turnips and rape are grown without any manure whatever. This grazes well to the quality of the land carrying 1 sheep per acre, but the property has been extensively used for fattening, and more especially for lambs; the property is well watered by never failing streams, fences are all sheep proof and in first class order, there is a 7-roomed residence with every necessary convenience, woolshed, stables, implement shed, 4 new drafting yards, concrete dip, new sheds, water laid on to house and garden. We are only asking £6 per acre for this fine property, including the whole of the stock, implements, in fact everything on the property as a going concern, with only £2000 cash down, balance can remain on mortgage. bbox=[169, 480, 280, 792]
lewis-sub: Land and Estate Agents, bbox=[725, 1235, 820, 1245]
listing: 188 acres, freehold, 10 acres native bush, 5 paddocks, well-watered and fenced, 4-roomed house, dairy, stables and cowshed, 4 stall, fowl house, pig styes, etc., on good metalled road, creamery 1 mile, school ½ mile, post office and store 4 miles. Good level land, 40 cows milked on it last season. As a going concern, 26 cows, dray, and harness, 2 brood sows in farrow, 44 paid up shares in factory, milk cans, bails, etc., £16 5s per acre, on freehold £30 10s per acre cash. £700 can remain as long as desired at 5 per cent. A splendid return for a good man and family. bbox=[585, 50, 712, 193]
column-7 bbox=[829, 32, 1114, 1538]
norris-sub: LAND & COMMISSION AGENT, bbox=[587, 1224, 710, 1234]
eli-name: ELI SMITH, bbox=[186, 795, 263, 836]
